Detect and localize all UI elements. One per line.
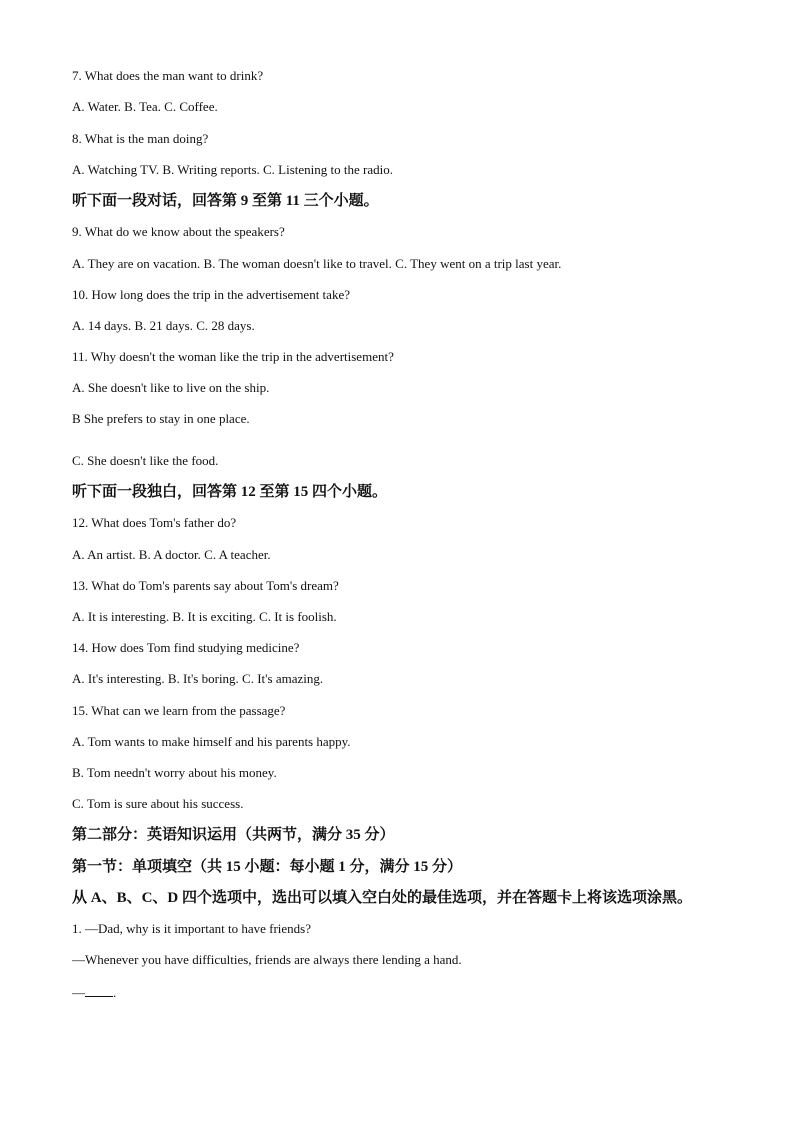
- section-one-heading: 第一节：单项填空（共 15 小题：每小题 1 分，满分 15 分）: [72, 859, 463, 875]
- fill-question-1: 1. —Dad, why is it important to have friends?: [72, 921, 312, 936]
- options-10: A. 14 days. B. 21 days. C. 28 days.: [72, 318, 255, 333]
- option-15-a: A. Tom wants to make himself and his parents happy.: [72, 734, 351, 749]
- question-14: 14. How does Tom find studying medicine?: [72, 640, 300, 655]
- options-9: A. They are on vacation. B. The woman doesn't like to travel. C. They went on a trip last year.: [72, 256, 562, 271]
- period: .: [113, 985, 117, 1000]
- fill-question-1-reply: —Whenever you have difficulties, friends are always there lending a hand.: [72, 952, 462, 967]
- section-heading-monologue: 听下面一段独白，回答第 12 至第 15 四个小题。: [72, 484, 388, 500]
- option-11-a: A. She doesn't like to live on the ship.: [72, 380, 270, 395]
- question-15: 15. What can we learn from the passage?: [72, 703, 286, 718]
- question-8: 8. What is the man doing?: [72, 131, 209, 146]
- section-heading-dialogue: 听下面一段对话，回答第 9 至第 11 三个小题。: [72, 193, 379, 209]
- options-12: A. An artist. B. A doctor. C. A teacher.: [72, 547, 271, 562]
- options-14: A. It's interesting. B. It's boring. C. It's amazing.: [72, 671, 324, 686]
- options-8: A. Watching TV. B. Writing reports. C. Listening to the radio.: [72, 162, 393, 177]
- option-11-c: C. She doesn't like the food.: [72, 453, 219, 468]
- question-9: 9. What do we know about the speakers?: [72, 224, 285, 239]
- answer-blank[interactable]: [85, 985, 113, 997]
- option-15-c: C. Tom is sure about his success.: [72, 796, 244, 811]
- options-13: A. It is interesting. B. It is exciting. C. It is foolish.: [72, 609, 337, 624]
- question-12: 12. What does Tom's father do?: [72, 515, 237, 530]
- dash: —: [72, 985, 85, 1000]
- question-10: 10. How long does the trip in the advertisement take?: [72, 287, 350, 302]
- question-11: 11. Why doesn't the woman like the trip in the advertisement?: [72, 349, 394, 364]
- option-15-b: B. Tom needn't worry about his money.: [72, 765, 277, 780]
- options-7: A. Water. B. Tea. C. Coffee.: [72, 99, 218, 114]
- question-13: 13. What do Tom's parents say about Tom's dream?: [72, 578, 339, 593]
- question-7: 7. What does the man want to drink?: [72, 68, 264, 83]
- fill-question-1-answer-line: [72, 985, 116, 1001]
- instructions: 从 A、B、C、D 四个选项中，选出可以填入空白处的最佳选项，并在答题卡上将该选项涂黑。: [72, 890, 693, 906]
- option-11-b: B She prefers to stay in one place.: [72, 411, 250, 426]
- part-two-heading: 第二部分：英语知识运用（共两节，满分 35 分）: [72, 827, 395, 843]
